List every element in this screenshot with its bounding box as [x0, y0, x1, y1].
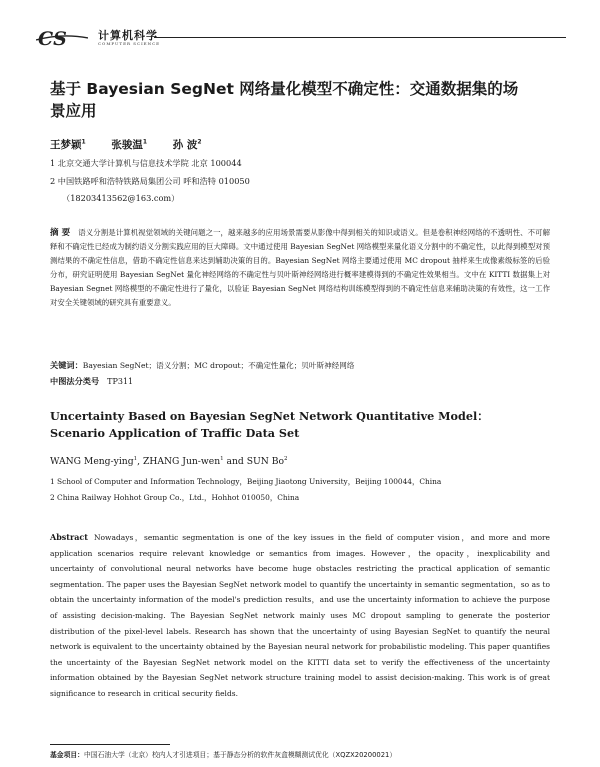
- journal-logo-text: CS: [38, 28, 67, 48]
- abstract-chinese: [50, 226, 550, 310]
- classification-label: 中图法分类号: [50, 376, 100, 386]
- journal-header: [36, 26, 566, 50]
- author-zh-3: 孙 波$^2$: [172, 138, 202, 151]
- author-en-1: WANG Meng-ying$^1$: [50, 456, 138, 468]
- authors-chinese: [50, 137, 224, 152]
- keywords-chinese: [50, 360, 550, 371]
- abstract-en-text: Nowadays，semantic segmentation is one of the key issues in the field of computer vision，and more and more application scenarios require relevant knowledge or semantics from images. However，the opacity，inexplicability and uncertainty of convolutional neural networks have become huge obstacles restricting the practical application of semantic segmentation. The paper uses the Bayesian SegNet network model to quantify the uncertainty in semantic segmentation，so as to obtain the uncertainty information of the model's prediction results，and use the uncertainty information to achieve the purpose of assisting decision-making. The Bayesian SegNet network mainly uses MC dropout sampling to generate the posterior distribution of the pixel-level labels. Research has shown that the uncertainty of using Bayesian SegNet to quantify the neural network is equivalent to the uncertainty obtained by the Bayesian neural network for probabilistic modeling. This paper quantifies the uncertainty of the Bayesian SegNet network model on the KITTI data set to verify the effectiveness of the uncertainty information obtained by the Bayesian SegNet network structure training model to assist decision-making. This work is of great significance to research in critical security fields.: [50, 533, 550, 698]
- affiliation-zh-2: 2 中国铁路呼和浩特铁路局集团公司 呼和浩特 010050: [50, 176, 250, 186]
- affiliation-zh-1: 1 北京交通大学计算机与信息技术学院 北京 100044: [50, 158, 242, 168]
- funding-text: 中国石油大学（北京）校内人才引进项目；基于静态分析的软件灰盒模糊测试优化（XQZX20200021）: [83, 751, 397, 759]
- affiliation-en-2: 2 China Railway Hohhot Group Co.，Ltd.，Hohhot 010050，China: [50, 493, 300, 502]
- affiliation-en-1: 1 School of Computer and Information Technology，Beijing Jiaotong University，Beijing 100044，China: [50, 477, 442, 486]
- author-zh-2: 张骏温$^1$: [111, 138, 148, 151]
- journal-logo: [36, 28, 88, 48]
- keywords-zh-label: 关键词：: [50, 360, 83, 370]
- author-en-3: SUN Bo$^2$: [246, 456, 288, 468]
- abstract-en-label: Abstract: [50, 532, 88, 542]
- journal-subtitle: COMPUTER SCIENCE: [98, 41, 161, 46]
- author-zh-1: 王梦颖$^1$: [50, 138, 86, 151]
- classification-value: TP311: [107, 377, 134, 386]
- abstract-zh-text: 语义分割是计算机视觉领域的关键问题之一，越来越多的应用场景需要从影像中得到相关的知识或语义。但是卷积神经网络的不透明性、不可解释和不确定性已经成为制约语义分割实践应用的巨大障碍。文中通过使用 Bayesian SegNet 网络模型来量化语义分割中的不确定性，以此得到模型对预测结果的不确定性信息，借助不确定性信息来达到辅助决策的目的。Bayesian SegNet 网络主要通过使用 MC dropout 抽样来生成像素级标签的后验分布，研究证明使用 Bayesian SegNet 量化神经网络的不确定性与贝叶斯神经网络进行概率建模得到的不确定性效果相当。文中在 KITTI 数据集上对 Bayesian Segnet 网络模型的不确定性进行了量化，以验证 Bayesian SegNet 网络结构训练模型得到的不确定性信息来辅助决策的有效性，这一工作对安全关键领域的研究具有重要意义。: [50, 228, 550, 307]
- abstract-zh-label: 摘 要: [50, 228, 71, 238]
- journal-name: 计算机科学: [98, 29, 158, 42]
- classification-number: [50, 376, 133, 387]
- title-english: Uncertainty Based on Bayesian SegNet Network Quantitative Model：Scenario Application of Traffic Data Set: [50, 409, 489, 440]
- authors-english: WANG Meng-ying$^1$, ZHANG Jun-wen$^1$ and SUN Bo$^2$: [50, 456, 288, 468]
- funding-footnote: [50, 749, 396, 759]
- keywords-zh-text: Bayesian SegNet；语义分割；MC dropout；不确定性量化；贝叶斯神经网络: [82, 361, 355, 370]
- author-en-2: ZHANG Jun-wen$^1$: [142, 456, 224, 468]
- abstract-english: [50, 530, 550, 702]
- header-rule: [154, 37, 566, 38]
- footnote-rule: [50, 744, 170, 745]
- author-email: （18203413562@163.com）: [62, 193, 180, 203]
- funding-label: 基金项目：: [50, 751, 84, 759]
- title-chinese: 基于 Bayesian SegNet 网络量化模型不确定性：交通数据集的场景应用: [50, 80, 519, 120]
